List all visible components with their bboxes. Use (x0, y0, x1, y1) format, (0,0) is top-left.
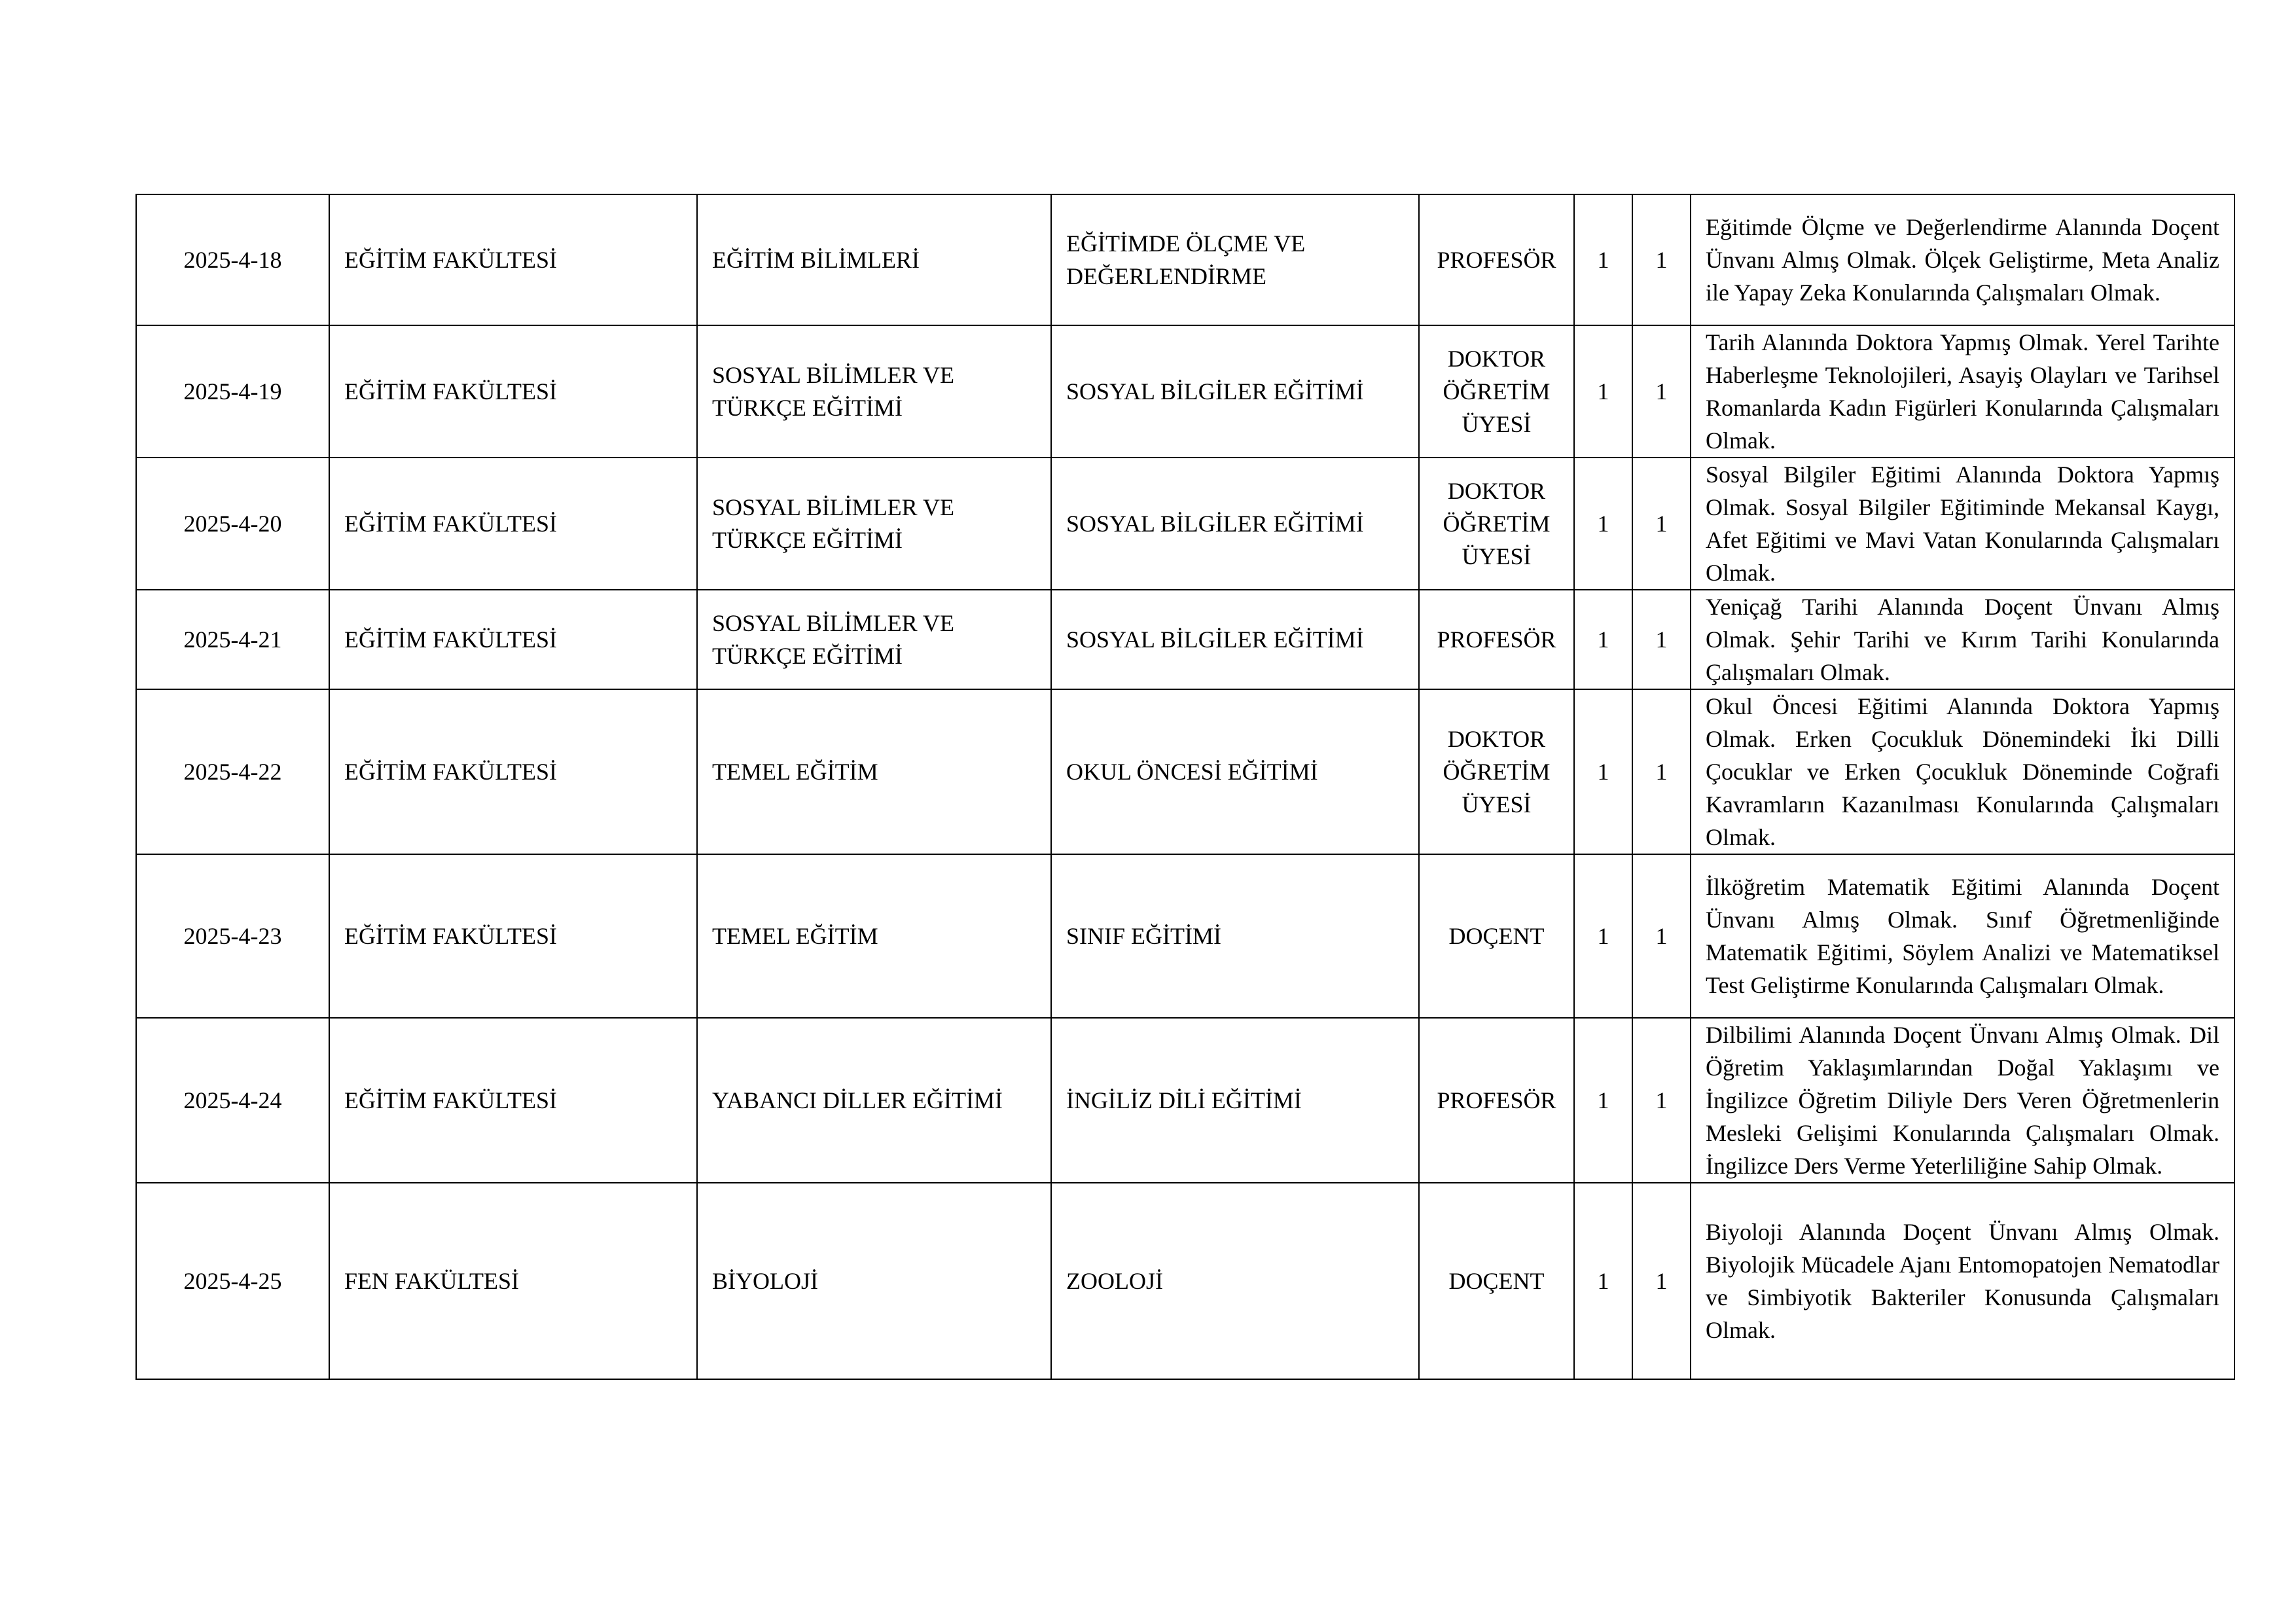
department-cell: SOSYAL BİLİMLER VE TÜRKÇE EĞİTİMİ (697, 458, 1051, 590)
requirements-cell: Yeniçağ Tarihi Alanında Doçent Ünvanı Almış Olmak. Şehir Tarihi ve Kırım Tarihi Konularında Çalışmaları Olmak. (1691, 590, 2234, 689)
faculty-cell: FEN FAKÜLTESİ (329, 1183, 697, 1379)
announcement-code: 2025-4-18 (136, 194, 329, 325)
announcement-code: 2025-4-23 (136, 854, 329, 1018)
requirements-cell: Dilbilimi Alanında Doçent Ünvanı Almış Olmak. Dil Öğretim Yaklaşımlarından Doğal Yaklaşımı ve İngilizce Öğretim Diliyle Ders Veren Öğretmenlerin Mesleki Gelişimi Konularında Çalışmaları Olmak. İngilizce Ders Verme Yeterliliğine Sahip Olmak. (1691, 1018, 2234, 1183)
table-row (136, 590, 2234, 689)
table-row (136, 1183, 2234, 1379)
count-cell: 1 (1632, 1183, 1691, 1379)
table-row (136, 689, 2234, 854)
field-cell: EĞİTİMDE ÖLÇME VE DEĞERLENDİRME (1051, 194, 1419, 325)
announcement-code: 2025-4-20 (136, 458, 329, 590)
department-cell: YABANCI DİLLER EĞİTİMİ (697, 1018, 1051, 1183)
department-cell: SOSYAL BİLİMLER VE TÜRKÇE EĞİTİMİ (697, 590, 1051, 689)
field-cell: SOSYAL BİLGİLER EĞİTİMİ (1051, 458, 1419, 590)
faculty-cell: EĞİTİM FAKÜLTESİ (329, 590, 697, 689)
quota-cell: 1 (1574, 1018, 1632, 1183)
table-row (136, 458, 2234, 590)
department-cell: TEMEL EĞİTİM (697, 689, 1051, 854)
quota-cell: 1 (1574, 194, 1632, 325)
table-row (136, 194, 2234, 325)
academic-title-cell: DOÇENT (1419, 854, 1574, 1018)
department-cell: TEMEL EĞİTİM (697, 854, 1051, 1018)
field-cell: İNGİLİZ DİLİ EĞİTİMİ (1051, 1018, 1419, 1183)
field-cell: SINIF EĞİTİMİ (1051, 854, 1419, 1018)
field-cell: SOSYAL BİLGİLER EĞİTİMİ (1051, 590, 1419, 689)
academic-title-cell: DOKTOR ÖĞRETİM ÜYESİ (1419, 458, 1574, 590)
table-row (136, 854, 2234, 1018)
field-cell: ZOOLOJİ (1051, 1183, 1419, 1379)
positions-table (135, 194, 2235, 1380)
count-cell: 1 (1632, 1018, 1691, 1183)
quota-cell: 1 (1574, 854, 1632, 1018)
announcement-code: 2025-4-25 (136, 1183, 329, 1379)
department-cell: BİYOLOJİ (697, 1183, 1051, 1379)
faculty-cell: EĞİTİM FAKÜLTESİ (329, 854, 697, 1018)
requirements-cell: Biyoloji Alanında Doçent Ünvanı Almış Olmak. Biyolojik Mücadele Ajanı Entomopatojen Nematodlar ve Simbiyotik Bakteriler Konusunda Çalışmaları Olmak. (1691, 1183, 2234, 1379)
academic-title-cell: DOKTOR ÖĞRETİM ÜYESİ (1419, 689, 1574, 854)
academic-title-cell: DOÇENT (1419, 1183, 1574, 1379)
count-cell: 1 (1632, 854, 1691, 1018)
count-cell: 1 (1632, 194, 1691, 325)
announcement-code: 2025-4-21 (136, 590, 329, 689)
announcement-code: 2025-4-24 (136, 1018, 329, 1183)
field-cell: OKUL ÖNCESİ EĞİTİMİ (1051, 689, 1419, 854)
requirements-cell: Okul Öncesi Eğitimi Alanında Doktora Yapmış Olmak. Erken Çocukluk Dönemindeki İki Dilli Çocuklar ve Erken Çocukluk Döneminde Coğrafi Kavramların Kazanılması Konularında Çalışmaları Olmak. (1691, 689, 2234, 854)
field-cell: SOSYAL BİLGİLER EĞİTİMİ (1051, 325, 1419, 458)
requirements-cell: Tarih Alanında Doktora Yapmış Olmak. Yerel Tarihte Haberleşme Teknolojileri, Asayiş Olayları ve Tarihsel Romanlarda Kadın Figürleri Konularında Çalışmaları Olmak. (1691, 325, 2234, 458)
requirements-cell: İlköğretim Matematik Eğitimi Alanında Doçent Ünvanı Almış Olmak. Sınıf Öğretmenliğinde Matematik Eğitimi, Söylem Analizi ve Matematiksel Test Geliştirme Konularında Çalışmaları Olmak. (1691, 854, 2234, 1018)
quota-cell: 1 (1574, 325, 1632, 458)
department-cell: SOSYAL BİLİMLER VE TÜRKÇE EĞİTİMİ (697, 325, 1051, 458)
count-cell: 1 (1632, 325, 1691, 458)
academic-title-cell: PROFESÖR (1419, 1018, 1574, 1183)
requirements-cell: Eğitimde Ölçme ve Değerlendirme Alanında Doçent Ünvanı Almış Olmak. Ölçek Geliştirme, Meta Analiz ile Yapay Zeka Konularında Çalışmaları Olmak. (1691, 194, 2234, 325)
faculty-cell: EĞİTİM FAKÜLTESİ (329, 458, 697, 590)
faculty-cell: EĞİTİM FAKÜLTESİ (329, 194, 697, 325)
count-cell: 1 (1632, 590, 1691, 689)
requirements-cell: Sosyal Bilgiler Eğitimi Alanında Doktora Yapmış Olmak. Sosyal Bilgiler Eğitiminde Mekansal Kaygı, Afet Eğitimi ve Mavi Vatan Konularında Çalışmaları Olmak. (1691, 458, 2234, 590)
faculty-cell: EĞİTİM FAKÜLTESİ (329, 689, 697, 854)
academic-title-cell: DOKTOR ÖĞRETİM ÜYESİ (1419, 325, 1574, 458)
academic-title-cell: PROFESÖR (1419, 590, 1574, 689)
announcement-code: 2025-4-19 (136, 325, 329, 458)
quota-cell: 1 (1574, 590, 1632, 689)
table-row (136, 325, 2234, 458)
count-cell: 1 (1632, 689, 1691, 854)
department-cell: EĞİTİM BİLİMLERİ (697, 194, 1051, 325)
count-cell: 1 (1632, 458, 1691, 590)
faculty-cell: EĞİTİM FAKÜLTESİ (329, 325, 697, 458)
quota-cell: 1 (1574, 458, 1632, 590)
announcement-code: 2025-4-22 (136, 689, 329, 854)
quota-cell: 1 (1574, 689, 1632, 854)
table-row (136, 1018, 2234, 1183)
academic-title-cell: PROFESÖR (1419, 194, 1574, 325)
quota-cell: 1 (1574, 1183, 1632, 1379)
faculty-cell: EĞİTİM FAKÜLTESİ (329, 1018, 697, 1183)
